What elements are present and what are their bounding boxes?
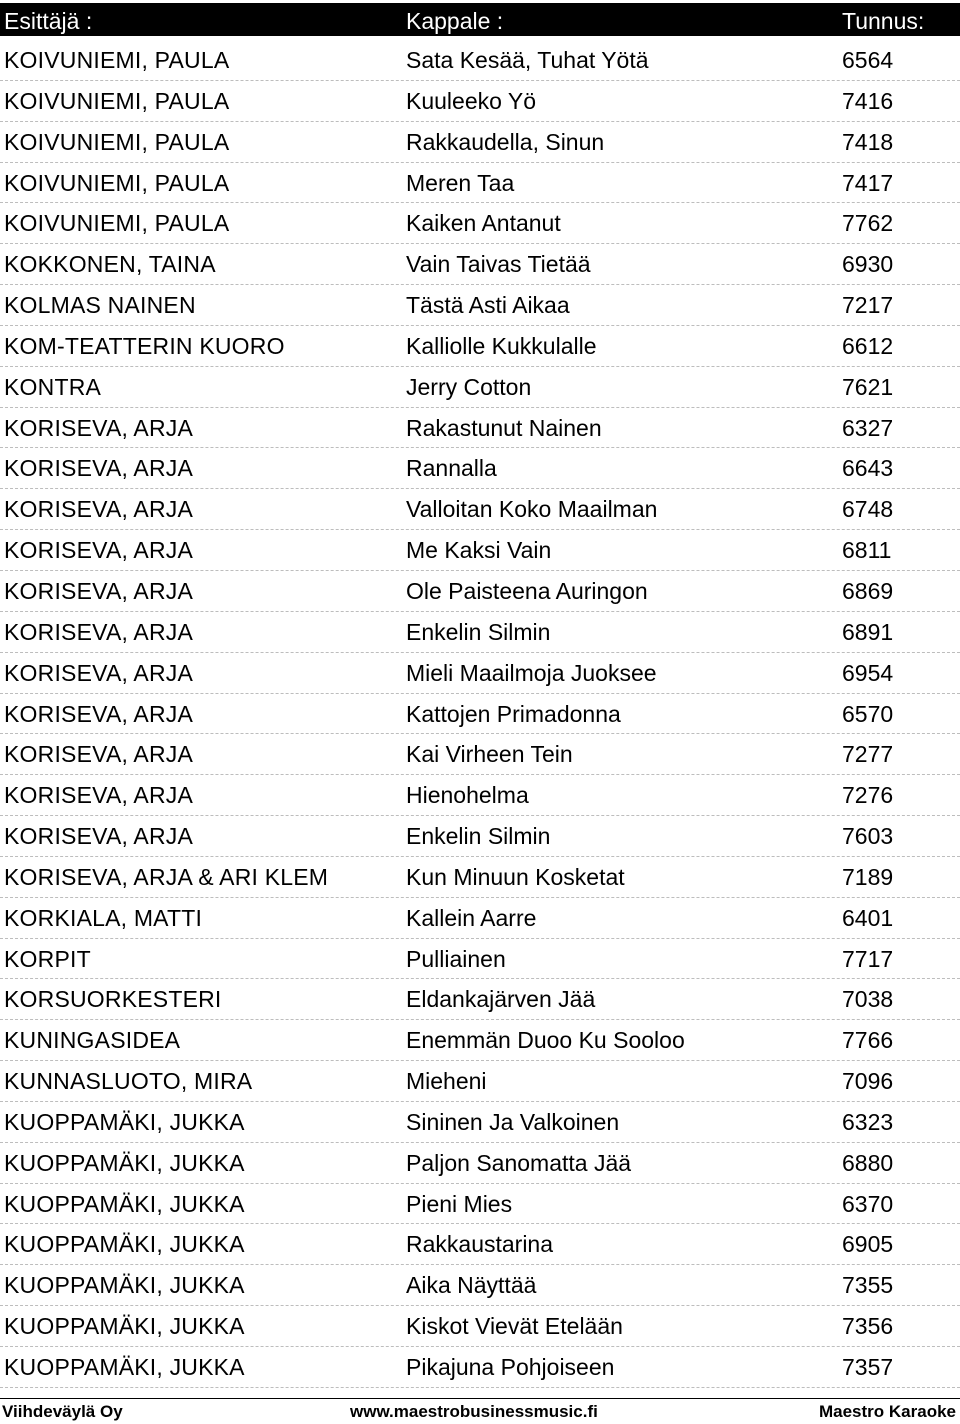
artist-cell: KORISEVA, ARJA [4,618,193,645]
song-cell: Kiskot Vievät Etelään [406,1313,623,1340]
code-cell: 7417 [842,169,894,196]
artist-cell: KORISEVA, ARJA [4,700,193,727]
song-cell: Enemmän Duoo Ku Sooloo [406,1027,685,1054]
artist-cell: KUOPPAMÄKI, JUKKA [4,1272,245,1299]
song-cell: Pikajuna Pohjoiseen [406,1354,615,1380]
table-row [0,1102,960,1143]
code-cell: 7356 [842,1313,894,1340]
table-row [0,448,960,489]
table-row [0,40,960,81]
artist-cell: KONTRA [4,373,102,400]
table-row [0,244,960,285]
footer-brand: Maestro Karaoke [818,1402,956,1421]
table-row [0,694,960,735]
song-cell: Kaiken Antanut [406,210,561,237]
table-row [0,1306,960,1347]
column-header-song: Kappale : [406,8,504,34]
table-row [0,1224,960,1265]
table-row [0,530,960,571]
artist-cell: KOIVUNIEMI, PAULA [4,210,230,237]
code-cell: 7621 [842,373,894,400]
artist-cell: KOKKONEN, TAINA [4,251,216,278]
song-cell: Mieheni [406,1068,487,1095]
song-cell: Jerry Cotton [406,373,532,400]
table-row [0,816,960,857]
code-cell: 7355 [842,1272,894,1299]
artist-cell: KORISEVA, ARJA [4,455,193,482]
artist-cell: KUNNASLUOTO, MIRA [4,1068,253,1095]
table-row [0,1265,960,1306]
code-cell: 7357 [842,1354,894,1380]
artist-cell: KUOPPAMÄKI, JUKKA [4,1149,245,1176]
song-cell: Vain Taivas Tietää [406,251,591,278]
artist-cell: KOIVUNIEMI, PAULA [4,169,230,196]
code-cell: 6748 [842,496,894,523]
song-cell: Sininen Ja Valkoinen [406,1108,620,1135]
artist-cell: KORISEVA, ARJA [4,414,193,441]
song-cell: Enkelin Silmin [406,618,551,645]
code-cell: 7038 [842,986,894,1013]
table-row [0,285,960,326]
artist-cell: KORSUORKESTERI [4,986,222,1013]
code-cell: 6327 [842,414,894,441]
artist-cell: KORKIALA, MATTI [4,904,203,931]
table-row [0,939,960,980]
code-cell: 6401 [842,904,894,931]
code-cell: 6370 [842,1190,894,1217]
artist-cell: KOLMAS NAINEN [4,292,196,319]
code-cell: 6891 [842,618,894,645]
code-cell: 6880 [842,1149,894,1176]
code-cell: 6905 [842,1231,894,1258]
code-cell: 6930 [842,251,894,278]
table-row [0,571,960,612]
code-cell: 7096 [842,1068,894,1095]
artist-cell: KORISEVA, ARJA [4,577,193,604]
song-cell: Rakkaustarina [406,1231,554,1258]
artist-cell: KUOPPAMÄKI, JUKKA [4,1354,245,1380]
table-row [0,612,960,653]
code-cell: 7762 [842,210,894,237]
song-table-body [0,40,960,1388]
artist-cell: KORISEVA, ARJA [4,823,193,850]
table-row [0,1184,960,1225]
code-cell: 7717 [842,945,894,972]
code-cell: 7766 [842,1027,894,1054]
song-cell: Kuuleeko Yö [406,87,537,114]
artist-cell: KOM-TEATTERIN KUORO [4,332,285,359]
artist-cell: KORPIT [4,945,91,972]
table-row [0,775,960,816]
page-footer [0,1398,960,1424]
artist-cell: KOIVUNIEMI, PAULA [4,87,230,114]
footer-website: www.maestrobusinessmusic.fi [350,1402,598,1421]
table-row [0,979,960,1020]
song-cell: Enkelin Silmin [406,823,551,850]
song-cell: Kattojen Primadonna [406,700,621,727]
song-cell: Kun Minuun Kosketat [406,863,625,890]
artist-cell: KUNINGASIDEA [4,1027,181,1054]
table-row [0,653,960,694]
code-cell: 6954 [842,659,894,686]
code-cell: 7603 [842,823,894,850]
code-cell: 7418 [842,128,894,155]
code-cell: 6564 [842,47,894,73]
artist-cell: KOIVUNIEMI, PAULA [4,47,230,73]
column-header-code: Tunnus: [842,8,925,34]
code-cell: 6612 [842,332,894,359]
song-cell: Me Kaksi Vain [406,537,552,564]
code-cell: 6811 [842,537,892,564]
song-cell: Pulliainen [406,945,506,972]
code-cell: 6643 [842,455,894,482]
table-row [0,81,960,122]
song-cell: Mieli Maailmoja Juoksee [406,659,657,686]
artist-cell: KUOPPAMÄKI, JUKKA [4,1190,245,1217]
table-row [0,163,960,204]
artist-cell: KORISEVA, ARJA [4,741,193,768]
artist-cell: KUOPPAMÄKI, JUKKA [4,1313,245,1340]
song-cell: Aika Näyttää [406,1272,537,1299]
song-cell: Kalliolle Kukkulalle [406,332,597,359]
code-cell: 7276 [842,782,894,809]
table-row [0,1020,960,1061]
song-cell: Tästä Asti Aikaa [406,292,570,319]
table-row [0,122,960,163]
table-row [0,734,960,775]
table-row [0,1143,960,1184]
artist-cell: KOIVUNIEMI, PAULA [4,128,230,155]
song-cell: Kai Virheen Tein [406,741,573,768]
song-cell: Kallein Aarre [406,904,537,931]
code-cell: 7277 [842,741,894,768]
artist-cell: KUOPPAMÄKI, JUKKA [4,1231,245,1258]
song-cell: Sata Kesää, Tuhat Yötä [406,47,649,73]
song-cell: Ole Paisteena Auringon [406,577,648,604]
code-cell: 6570 [842,700,894,727]
table-row [0,1061,960,1102]
table-row [0,898,960,939]
column-header-artist: Esittäjä : [4,8,93,34]
table-row [0,489,960,530]
code-cell: 6869 [842,577,894,604]
artist-cell: KUOPPAMÄKI, JUKKA [4,1108,245,1135]
artist-cell: KORISEVA, ARJA [4,537,193,564]
table-row [0,326,960,367]
song-cell: Rakastunut Nainen [406,414,602,441]
code-cell: 7416 [842,87,894,114]
song-cell: Hienohelma [406,782,529,809]
footer-company: Viihdeväylä Oy [2,1402,123,1421]
table-row [0,1347,960,1388]
code-cell: 7217 [842,292,894,319]
code-cell: 6323 [842,1108,894,1135]
song-cell: Paljon Sanomatta Jää [406,1149,632,1176]
table-row [0,857,960,898]
song-cell: Rakkaudella, Sinun [406,128,605,155]
table-row [0,203,960,244]
table-row [0,367,960,408]
artist-cell: KORISEVA, ARJA [4,659,193,686]
artist-cell: KORISEVA, ARJA [4,496,193,523]
song-cell: Pieni Mies [406,1190,513,1217]
table-row [0,408,960,449]
song-cell: Rannalla [406,455,497,482]
artist-cell: KORISEVA, ARJA [4,782,193,809]
artist-cell: KORISEVA, ARJA & ARI KLEM [4,863,329,890]
song-cell: Valloitan Koko Maailman [406,496,658,523]
song-cell: Eldankajärven Jää [406,986,596,1013]
table-header [0,3,960,36]
code-cell: 7189 [842,863,894,890]
song-cell: Meren Taa [406,169,515,196]
